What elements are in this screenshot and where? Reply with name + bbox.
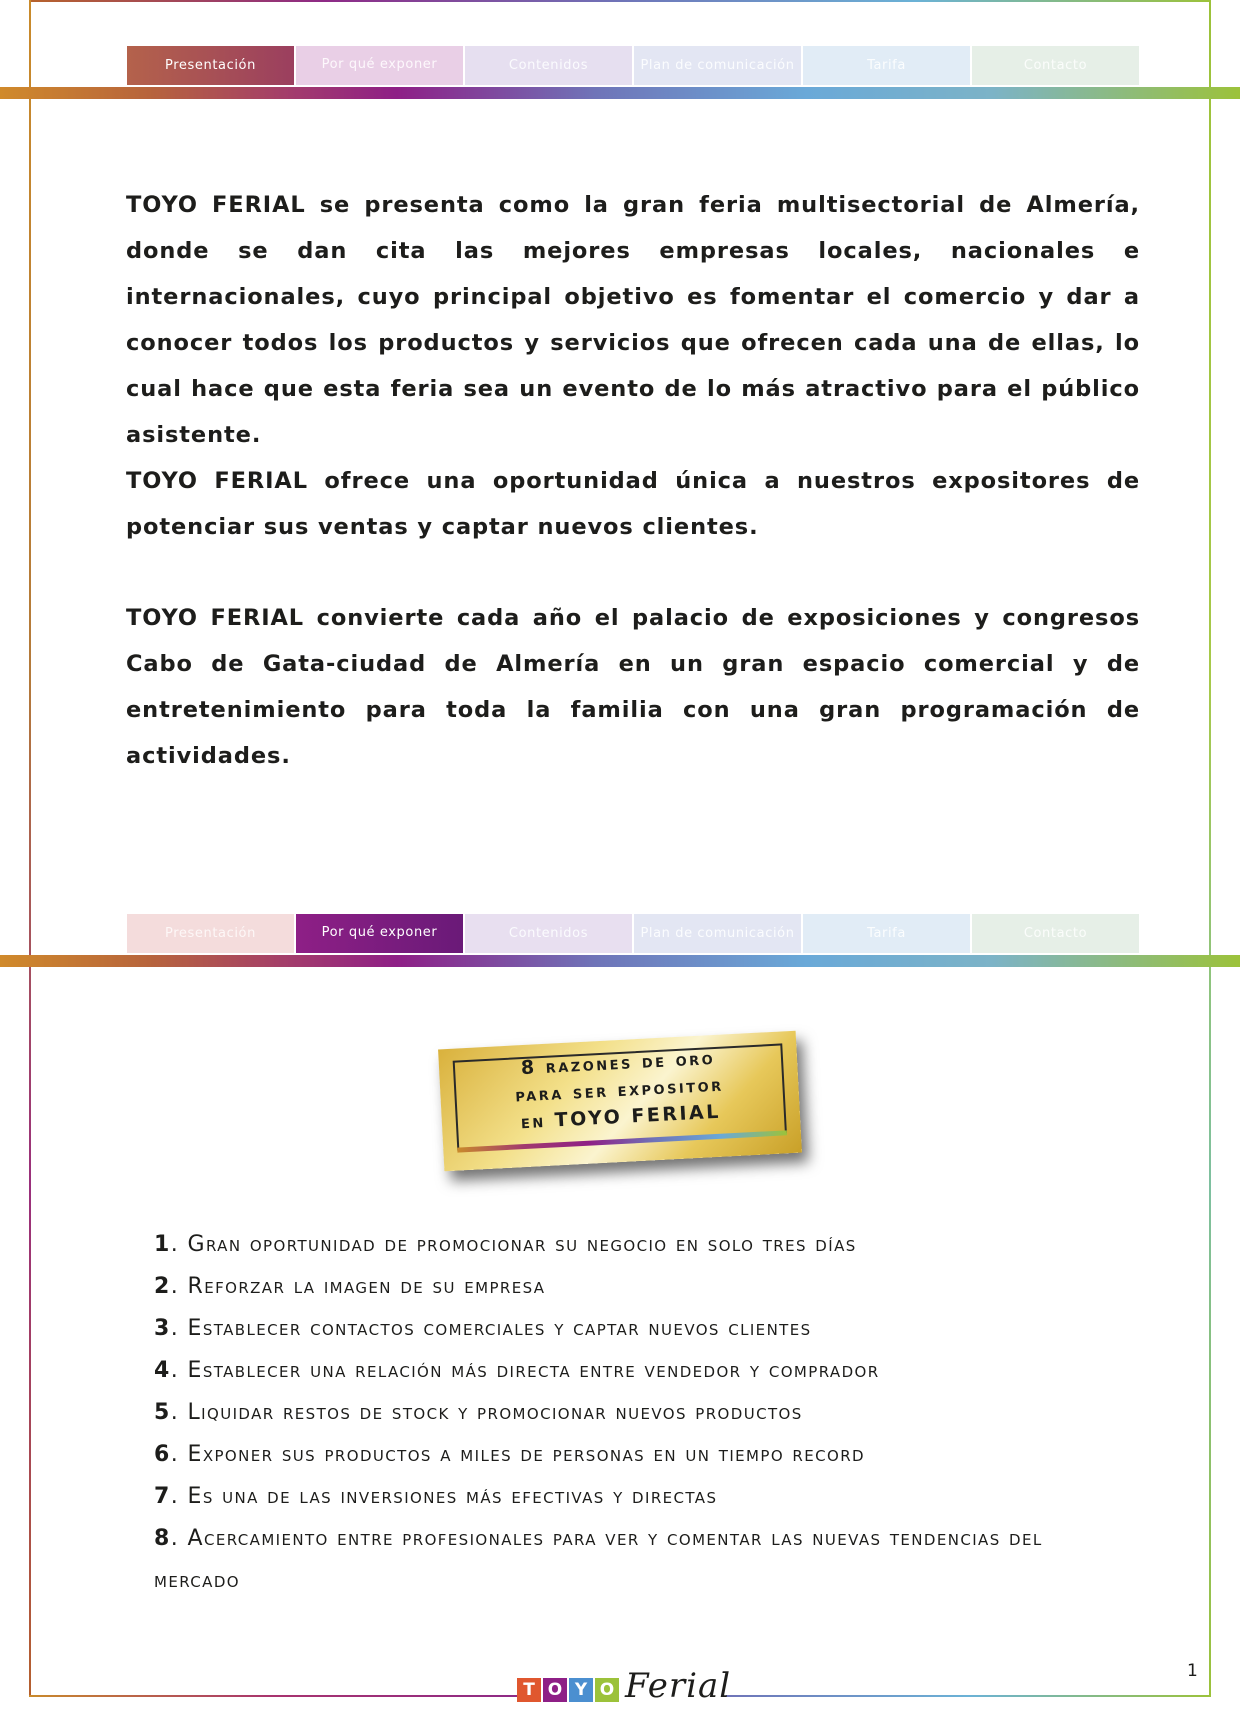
tab-por-que-exponer[interactable]: Por qué exponer — [296, 914, 463, 953]
brand-name: TOYO FERIAL — [126, 468, 308, 494]
item-number: 2 — [154, 1274, 171, 1299]
item-number: 4 — [154, 1358, 171, 1383]
logo-letter-o-2: O — [595, 1678, 619, 1702]
section-nav-presentacion — [127, 46, 1140, 85]
item-text: Establecer una relación más directa entre vendedor y comprador — [187, 1358, 880, 1383]
badge-line-3: en TOYO FERIAL — [520, 1100, 722, 1134]
logo-script-text: Ferial — [625, 1666, 732, 1706]
intro-paragraph-2 — [126, 458, 1140, 550]
paragraph-text: convierte cada año el palacio de exposiciones y congresos Cabo de Gata-ciudad de Almería en un gran espacio comercial y de entretenimiento para toda la familia con una gran programación de actividades. — [126, 605, 1140, 769]
section-nav-por-que-exponer — [127, 914, 1140, 953]
item-text: Liquidar restos de stock y promocionar nuevos productos — [187, 1400, 803, 1425]
frame-bottom-border-left — [29, 1695, 519, 1697]
tab-contenidos[interactable]: Contenidos — [465, 914, 632, 953]
brand-name: TOYO FERIAL — [126, 605, 305, 631]
tab-contacto[interactable]: Contacto — [972, 914, 1139, 953]
item-text: Reforzar la imagen de su empresa — [187, 1274, 546, 1299]
item-number: 8 — [154, 1526, 171, 1551]
gold-reasons-badge — [438, 1031, 802, 1172]
frame-top-border — [29, 0, 1211, 2]
item-text: Establecer contactos comerciales y captar nuevos clientes — [187, 1316, 812, 1341]
tab-presentacion[interactable]: Presentación — [127, 914, 294, 953]
intro-paragraph-3 — [126, 595, 1140, 779]
paragraph-text: ofrece una oportunidad única a nuestros expositores de potenciar sus ventas y captar nuevos clientes. — [126, 468, 1141, 540]
page-number: 1 — [1187, 1661, 1198, 1681]
tab-contenidos[interactable]: Contenidos — [465, 46, 632, 85]
tab-plan-de-comunicacion[interactable]: Plan de comunicación — [634, 914, 801, 953]
reasons-list — [154, 1224, 1114, 1602]
item-number: 5 — [154, 1400, 171, 1425]
paragraph-text: se presenta como la gran feria multisectorial de Almería, donde se dan cita las mejores empresas locales, nacionales e internacionales, cuyo principal objetivo es fomentar el comercio y dar a conocer todos los productos y servicios que ofrecen cada una de ellas, lo cual hace que esta feria sea un evento de lo más atractivo para el público asistente. — [126, 192, 1140, 448]
intro-paragraph-1 — [126, 182, 1140, 458]
item-text: Gran oportunidad de promocionar su negocio en solo tres días — [187, 1232, 857, 1257]
list-item: 8. Acercamiento entre profesionales para ver y comentar las nuevas tendencias del mercado — [154, 1526, 1043, 1593]
brand-name: TOYO FERIAL — [126, 192, 306, 218]
tab-tarifa[interactable]: Tarifa — [803, 46, 970, 85]
frame-right-border — [1209, 0, 1211, 1696]
rainbow-bar — [0, 87, 1240, 99]
list-item: 2. Reforzar la imagen de su empresa — [154, 1274, 546, 1299]
item-number: 1 — [154, 1232, 171, 1257]
list-item: 1. Gran oportunidad de promocionar su negocio en solo tres días — [154, 1232, 857, 1257]
list-item: 4. Establecer una relación más directa entre vendedor y comprador — [154, 1358, 880, 1383]
tab-plan-de-comunicacion[interactable]: Plan de comunicación — [634, 46, 801, 85]
tab-por-que-exponer[interactable]: Por qué exponer — [296, 46, 463, 85]
item-number: 3 — [154, 1316, 171, 1341]
item-text: Acercamiento entre profesionales para ver y comentar las nuevas tendencias del mercado — [154, 1526, 1043, 1593]
logo-letter-t: T — [517, 1678, 541, 1702]
frame-bottom-border-right — [726, 1695, 1211, 1697]
item-text: Exponer sus productos a miles de personas en un tiempo record — [187, 1442, 865, 1467]
badge-line-2: para ser expositor — [514, 1073, 725, 1107]
item-text: Es una de las inversiones más efectivas y directas — [187, 1484, 718, 1509]
list-item: 7. Es una de las inversiones más efectivas y directas — [154, 1484, 718, 1509]
logo-letter-y: Y — [569, 1678, 593, 1702]
list-item: 6. Exponer sus productos a miles de personas en un tiempo record — [154, 1442, 865, 1467]
frame-left-border — [29, 0, 31, 1696]
list-item: 5. Liquidar restos de stock y promocionar nuevos productos — [154, 1400, 803, 1425]
rainbow-bar — [0, 955, 1240, 967]
toyo-ferial-logo — [517, 1666, 731, 1706]
tab-presentacion[interactable]: Presentación — [127, 46, 294, 85]
tab-tarifa[interactable]: Tarifa — [803, 914, 970, 953]
logo-letter-o: O — [543, 1678, 567, 1702]
list-item: 3. Establecer contactos comerciales y captar nuevos clientes — [154, 1316, 812, 1341]
tab-contacto[interactable]: Contacto — [972, 46, 1139, 85]
item-number: 7 — [154, 1484, 171, 1509]
item-number: 6 — [154, 1442, 171, 1467]
badge-line-1: 8 razones de oro — [520, 1046, 716, 1080]
